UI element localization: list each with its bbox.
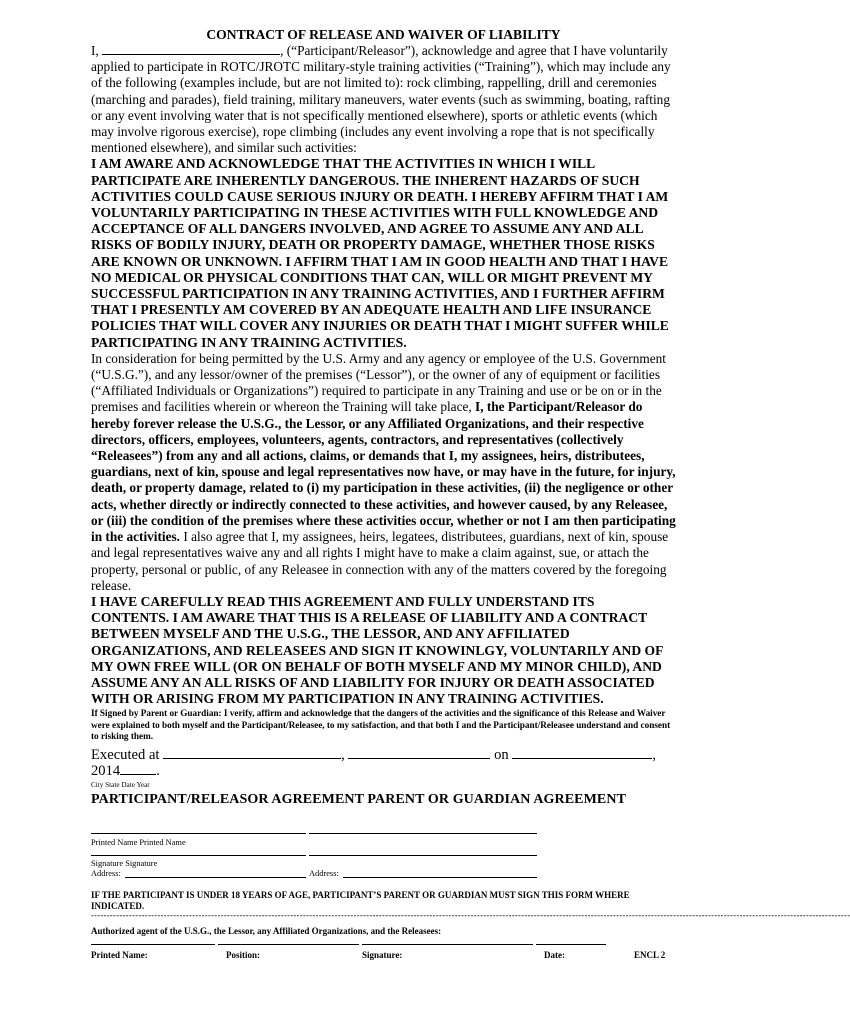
year-field[interactable] — [120, 763, 156, 775]
state-field[interactable] — [348, 747, 490, 759]
participant-address-label: Address: — [91, 869, 121, 878]
intro-after-blank: , (“Participant/Releasor”), acknowledge and agree that I have — [280, 43, 607, 58]
participant-address-field[interactable] — [125, 877, 306, 878]
footer-date-label: Date: — [544, 950, 565, 960]
footer-signature-label: Signature: — [362, 950, 403, 960]
read-acknowledgement: I HAVE CAREFULLY READ THIS AGREEMENT AND FULLY UNDERSTAND ITS CONTENTS. I AM AWARE THAT THIS IS A RELEASE OF LIABILITY AND A CONTRACT BETWEEN MYSELF AND THE U.S.G., THE LESSOR, AND ANY AFFILIATED ORGANIZATIONS, AND RELEASEES AND SIGN IT KNOWINLGY, VOLUNTARILY AND OF MY OWN FREE WILL (OR ON BEHALF OF BOTH MYSELF AND MY MINOR CHILD), AND ASSUME ANY AN ALL RISKS OF AND LIABILITY FOR INJURY OR DEATH ASSOCIATED WITH OR ARISING FROM MY PARTICIPATION IN ANY TRAINING ACTIVITIES. — [91, 593, 663, 707]
agent-position-field[interactable] — [218, 944, 359, 945]
participant-signature-field[interactable] — [91, 855, 306, 856]
executed-end-comma: , — [652, 746, 657, 763]
consideration-regular: In consideration for being permitted by the U.S. Army and any agency or employee of the U.S. Government (“U.S.G.”), and any lessor/owner of the premises (“Lessor”), or the owner of any of equipment or facilities (“Affiliated Individuals or Organizations”) required to participate in any Training and use or be on or in the premises and facilities wherein or whereon the Training will take place, — [91, 350, 666, 415]
executed-label: Executed at — [91, 746, 160, 763]
executed-year: 2014 — [91, 763, 121, 780]
intro-prefix: I, — [91, 43, 99, 58]
intro-rest: voluntarily applied to participate in ROTC/JROTC military-style training activities (“Training”), which may include any of the following (examples include, but are not limited to): rock climbing, rappelling, drill and ceremonies (marching and parades), field training, military maneuvers, water events (such as swimming, boating, rafting or any event involving water that is not specifically mentioned elsewhere), sports or athletic events (which may involve rigorous exercise), rope climbing (includes any event involving a rope that is not specifically mentioned elsewhere), and similar such activities: — [91, 43, 671, 156]
separator-line: ------------------------------------------------------------------------------------------------------------------------------------------------------------------------------------------------------------------------------------------------ — [91, 911, 850, 920]
aware-acknowledgement: I AM AWARE AND ACKNOWLEDGE THAT THE ACTIVITIES IN WHICH I WILL PARTICIPATE ARE INHERENTLY DANGEROUS. THE INHERENT HAZARDS OF SUCH ACTIVITIES COULD CAUSE SERIOUS INJURY OR DEATH. I HEREBY AFFIRM THAT I AM VOLUNTARILY PARTICIPATING IN THESE ACTIVITIES WITH FULL KNOWLEDGE AND ACCEPTANCE OF ALL DANGERS INVOLVED, AND AGREE TO ASSUME ANY AND ALL RISKS OF BODILY INJURY, DEATH OR PROPERTY DAMAGE, WHETHER THOSE RISKS ARE KNOWN OR UNKNOWN. I AFFIRM THAT I AM IN GOOD HEALTH AND THAT I HAVE NO MEDICAL OR PHYSICAL CONDITIONS THAT CAN, WILL OR MIGHT PREVENT MY SUCCESSFUL PARTICIPATION IN ANY TRAINING ACTIVITIES, AND I FURTHER AFFIRM THAT I PRESENTLY AM COVERED BY AN ADEQUATE HEALTH AND LIFE INSURANCE POLICIES THAT WILL COVER ANY INJURIES OR DEATH THAT I MIGHT SUFFER WHILE PARTICIPATING IN ANY TRAINING ACTIVITIES. — [91, 156, 669, 350]
guardian-signature-field[interactable] — [309, 855, 537, 856]
consideration-waiver-clause: I also agree that I, my assignees, heirs, legatees, distributees, guardians, next of kin, spouse and legal representatives waive any and all rights I might have to make a claim against, sue, or attach the property, personal or public, of any Releasee in connection with any of the matters covered by the foregoing release. — [91, 529, 669, 593]
executed-comma: , — [341, 746, 345, 763]
footer-position-label: Position: — [226, 950, 261, 960]
agent-date-field[interactable] — [536, 944, 606, 945]
enclosure-label: ENCL 2 — [634, 950, 666, 960]
guardian-address-field[interactable] — [343, 877, 537, 878]
participant-printed-name-field[interactable] — [91, 833, 306, 834]
agreement-heading: PARTICIPANT/RELEASOR AGREEMENT PARENT OR GUARDIAN AGREEMENT — [91, 791, 627, 807]
executed-line — [91, 747, 676, 780]
footer-printed-name-label: Printed Name: — [91, 950, 148, 960]
guardian-note: If Signed by Parent or Guardian: I verify, affirm and acknowledge that the dangers of the activities and the significance of this Release and Waiver were explained to both myself and the Participant/Releasee, to my satisfaction, and that both I and the Participant/Releasee understand and consent to risking them. — [91, 708, 671, 742]
under18-notice: IF THE PARTICIPANT IS UNDER 18 YEARS OF AGE, PARTICIPANT’S PARENT OR GUARDIAN MUST SIGN THIS FORM WHERE INDICATED. — [91, 890, 630, 911]
participant-name-field[interactable] — [102, 43, 280, 55]
consideration-paragraph — [91, 351, 676, 594]
guardian-printed-name-field[interactable] — [309, 833, 537, 834]
waiver-document — [91, 26, 676, 808]
executed-caption: City State Date Year — [91, 780, 150, 789]
city-field[interactable] — [163, 747, 341, 759]
guardian-address-label: Address: — [309, 869, 339, 878]
executed-period: . — [156, 763, 160, 780]
intro-paragraph — [91, 43, 676, 156]
executed-on: on — [494, 746, 509, 763]
date-field[interactable] — [512, 747, 652, 759]
printed-name-caption: Printed Name Printed Name — [91, 838, 186, 847]
consideration-release-clause: I, the Participant/Releasor do hereby forever release the U.S.G., the Lessor, or any Affiliated Organizations, and their respective directors, officers, employees, volunteers, agents, contractors, and representatives (collectively “Releasees”) from any and all actions, claims, or demands that I, my assignees, heirs, distributees, guardians, next of kin, spouse and legal representatives now have, or may have in the future, for injury, death, or property damage, related to (i) my participation in these activities, (ii) the negligence or other acts, whether directly or indirectly connected to these activities, and however caused, by any Releasee, or (iii) the condition of the premises where these activities occur, whether or not I am then participating in the activities. — [91, 399, 676, 545]
agent-printed-name-field[interactable] — [91, 944, 215, 945]
authorized-agent-label: Authorized agent of the U.S.G., the Lessor, any Affiliated Organizations, and the Releasees: — [91, 926, 442, 936]
document-title: CONTRACT OF RELEASE AND WAIVER OF LIABILITY — [206, 27, 561, 42]
agent-signature-field[interactable] — [362, 944, 533, 945]
signature-caption: Signature Signature — [91, 859, 158, 868]
